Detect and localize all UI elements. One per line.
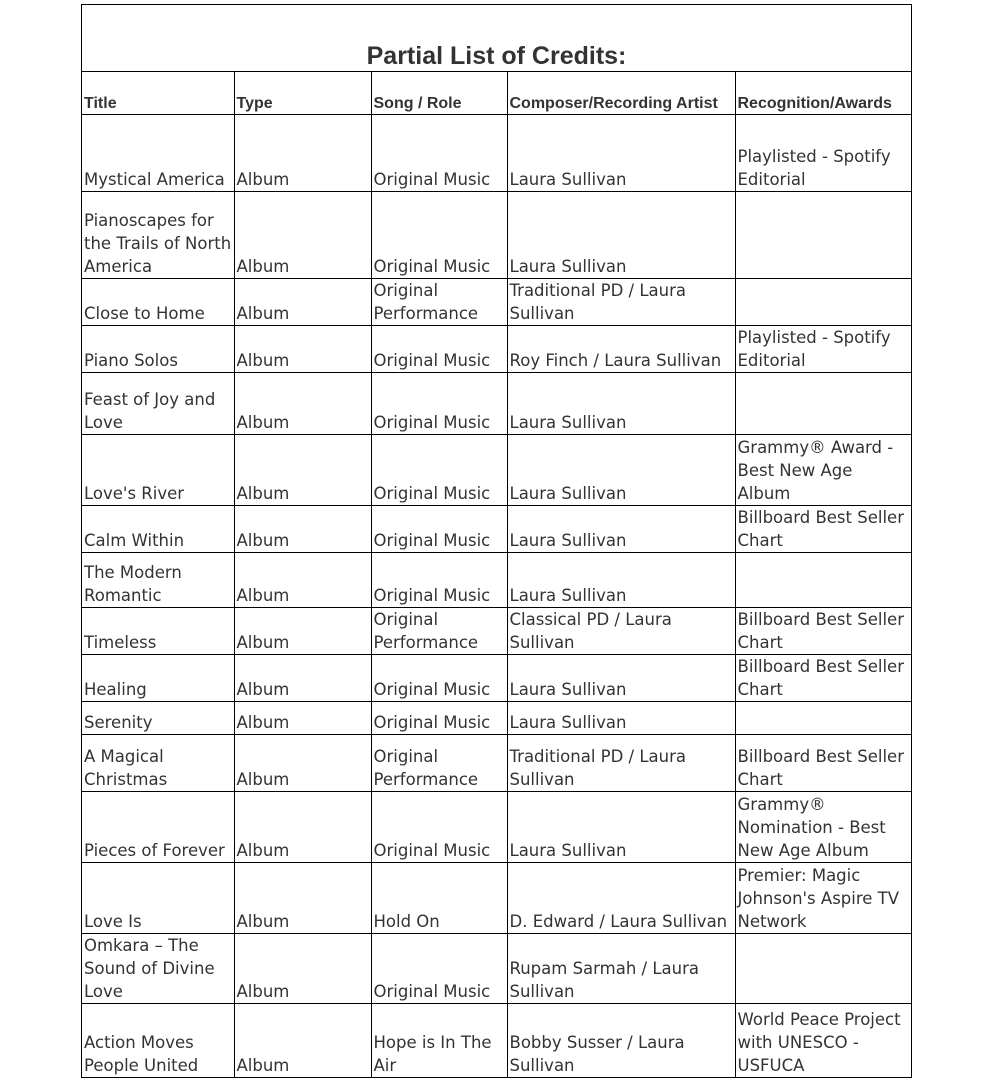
cell-role: Hope is In The Air	[371, 1003, 507, 1077]
page-title: Partial List of Credits:	[366, 42, 627, 70]
cell-title: Piano Solos	[82, 325, 234, 372]
cell-type: Album	[234, 114, 371, 191]
cell-artist: Laura Sullivan	[507, 372, 735, 434]
table-row	[82, 191, 911, 278]
cell-artist: Rupam Sarmah / Laura Sullivan	[507, 933, 735, 1003]
table-row	[82, 701, 911, 734]
cell-title: Pieces of Forever	[82, 791, 234, 862]
cell-artist: Laura Sullivan	[507, 654, 735, 701]
cell-role: Original Music	[371, 552, 507, 607]
title-row	[82, 5, 911, 72]
table-row	[82, 654, 911, 701]
table-row	[82, 505, 911, 552]
cell-type: Album	[234, 372, 371, 434]
cell-role: Original Music	[371, 372, 507, 434]
cell-type: Album	[234, 701, 371, 734]
cell-role: Original Music	[371, 701, 507, 734]
cell-title: Timeless	[82, 607, 234, 654]
cell-award: Billboard Best Seller Chart	[735, 607, 911, 654]
cell-artist: Laura Sullivan	[507, 505, 735, 552]
cell-artist: Bobby Susser / Laura Sullivan	[507, 1003, 735, 1077]
table-row	[82, 434, 911, 505]
cell-award: Billboard Best Seller Chart	[735, 734, 911, 791]
cell-type: Album	[234, 654, 371, 701]
cell-type: Album	[234, 791, 371, 862]
table-row	[82, 791, 911, 862]
cell-artist: Laura Sullivan	[507, 114, 735, 191]
cell-artist: Laura Sullivan	[507, 552, 735, 607]
cell-type: Album	[234, 434, 371, 505]
cell-award	[735, 191, 911, 278]
cell-type: Album	[234, 607, 371, 654]
cell-award: Premier: Magic Johnson's Aspire TV Network	[735, 862, 911, 933]
cell-title: Feast of Joy and Love	[82, 372, 234, 434]
credits-table	[82, 72, 911, 1077]
cell-award	[735, 701, 911, 734]
cell-title: Action Moves People United	[82, 1003, 234, 1077]
cell-artist: Laura Sullivan	[507, 791, 735, 862]
cell-role: Original Music	[371, 791, 507, 862]
cell-role: Original Music	[371, 325, 507, 372]
cell-type: Album	[234, 1003, 371, 1077]
table-row	[82, 734, 911, 791]
cell-role: Original Music	[371, 191, 507, 278]
cell-award: Billboard Best Seller Chart	[735, 654, 911, 701]
cell-award	[735, 933, 911, 1003]
table-row	[82, 607, 911, 654]
cell-role: Original Performance	[371, 607, 507, 654]
cell-title: Love's River	[82, 434, 234, 505]
header-artist: Composer/Recording Artist	[507, 72, 735, 114]
table-row	[82, 862, 911, 933]
cell-award: Grammy® Award - Best New Age Album	[735, 434, 911, 505]
table-row	[82, 933, 911, 1003]
cell-title: A Magical Christmas	[82, 734, 234, 791]
cell-artist: Traditional PD / Laura Sullivan	[507, 278, 735, 325]
cell-title: Calm Within	[82, 505, 234, 552]
table-row	[82, 1003, 911, 1077]
cell-title: Healing	[82, 654, 234, 701]
cell-role: Original Performance	[371, 734, 507, 791]
cell-award	[735, 372, 911, 434]
cell-award: Billboard Best Seller Chart	[735, 505, 911, 552]
cell-type: Album	[234, 862, 371, 933]
table-row	[82, 325, 911, 372]
cell-role: Hold On	[371, 862, 507, 933]
cell-role: Original Music	[371, 654, 507, 701]
cell-title: Mystical America	[82, 114, 234, 191]
cell-artist: Roy Finch / Laura Sullivan	[507, 325, 735, 372]
cell-award: Playlisted - Spotify Editorial	[735, 114, 911, 191]
credits-sheet	[81, 4, 912, 1078]
cell-artist: Laura Sullivan	[507, 191, 735, 278]
header-row	[82, 72, 911, 114]
cell-type: Album	[234, 325, 371, 372]
cell-award	[735, 278, 911, 325]
cell-role: Original Performance	[371, 278, 507, 325]
cell-type: Album	[234, 734, 371, 791]
cell-title: Omkara – The Sound of Divine Love	[82, 933, 234, 1003]
cell-role: Original Music	[371, 434, 507, 505]
cell-type: Album	[234, 278, 371, 325]
table-row	[82, 552, 911, 607]
cell-type: Album	[234, 933, 371, 1003]
cell-title: Serenity	[82, 701, 234, 734]
cell-title: Pianoscapes for the Trails of North America	[82, 191, 234, 278]
header-song-role: Song / Role	[371, 72, 507, 114]
cell-award: Grammy® Nomination - Best New Age Album	[735, 791, 911, 862]
cell-artist: D. Edward / Laura Sullivan	[507, 862, 735, 933]
cell-title: Love Is	[82, 862, 234, 933]
header-title: Title	[82, 72, 234, 114]
cell-type: Album	[234, 552, 371, 607]
cell-role: Original Music	[371, 114, 507, 191]
cell-award: Playlisted - Spotify Editorial	[735, 325, 911, 372]
header-awards: Recognition/Awards	[735, 72, 911, 114]
cell-title: The Modern Romantic	[82, 552, 234, 607]
cell-artist: Traditional PD / Laura Sullivan	[507, 734, 735, 791]
header-type: Type	[234, 72, 371, 114]
table-row	[82, 114, 911, 191]
cell-title: Close to Home	[82, 278, 234, 325]
table-row	[82, 372, 911, 434]
cell-role: Original Music	[371, 505, 507, 552]
cell-award	[735, 552, 911, 607]
cell-artist: Classical PD / Laura Sullivan	[507, 607, 735, 654]
table-row	[82, 278, 911, 325]
cell-award: World Peace Project with UNESCO - USFUCA	[735, 1003, 911, 1077]
cell-type: Album	[234, 505, 371, 552]
cell-role: Original Music	[371, 933, 507, 1003]
cell-type: Album	[234, 191, 371, 278]
cell-artist: Laura Sullivan	[507, 701, 735, 734]
cell-artist: Laura Sullivan	[507, 434, 735, 505]
